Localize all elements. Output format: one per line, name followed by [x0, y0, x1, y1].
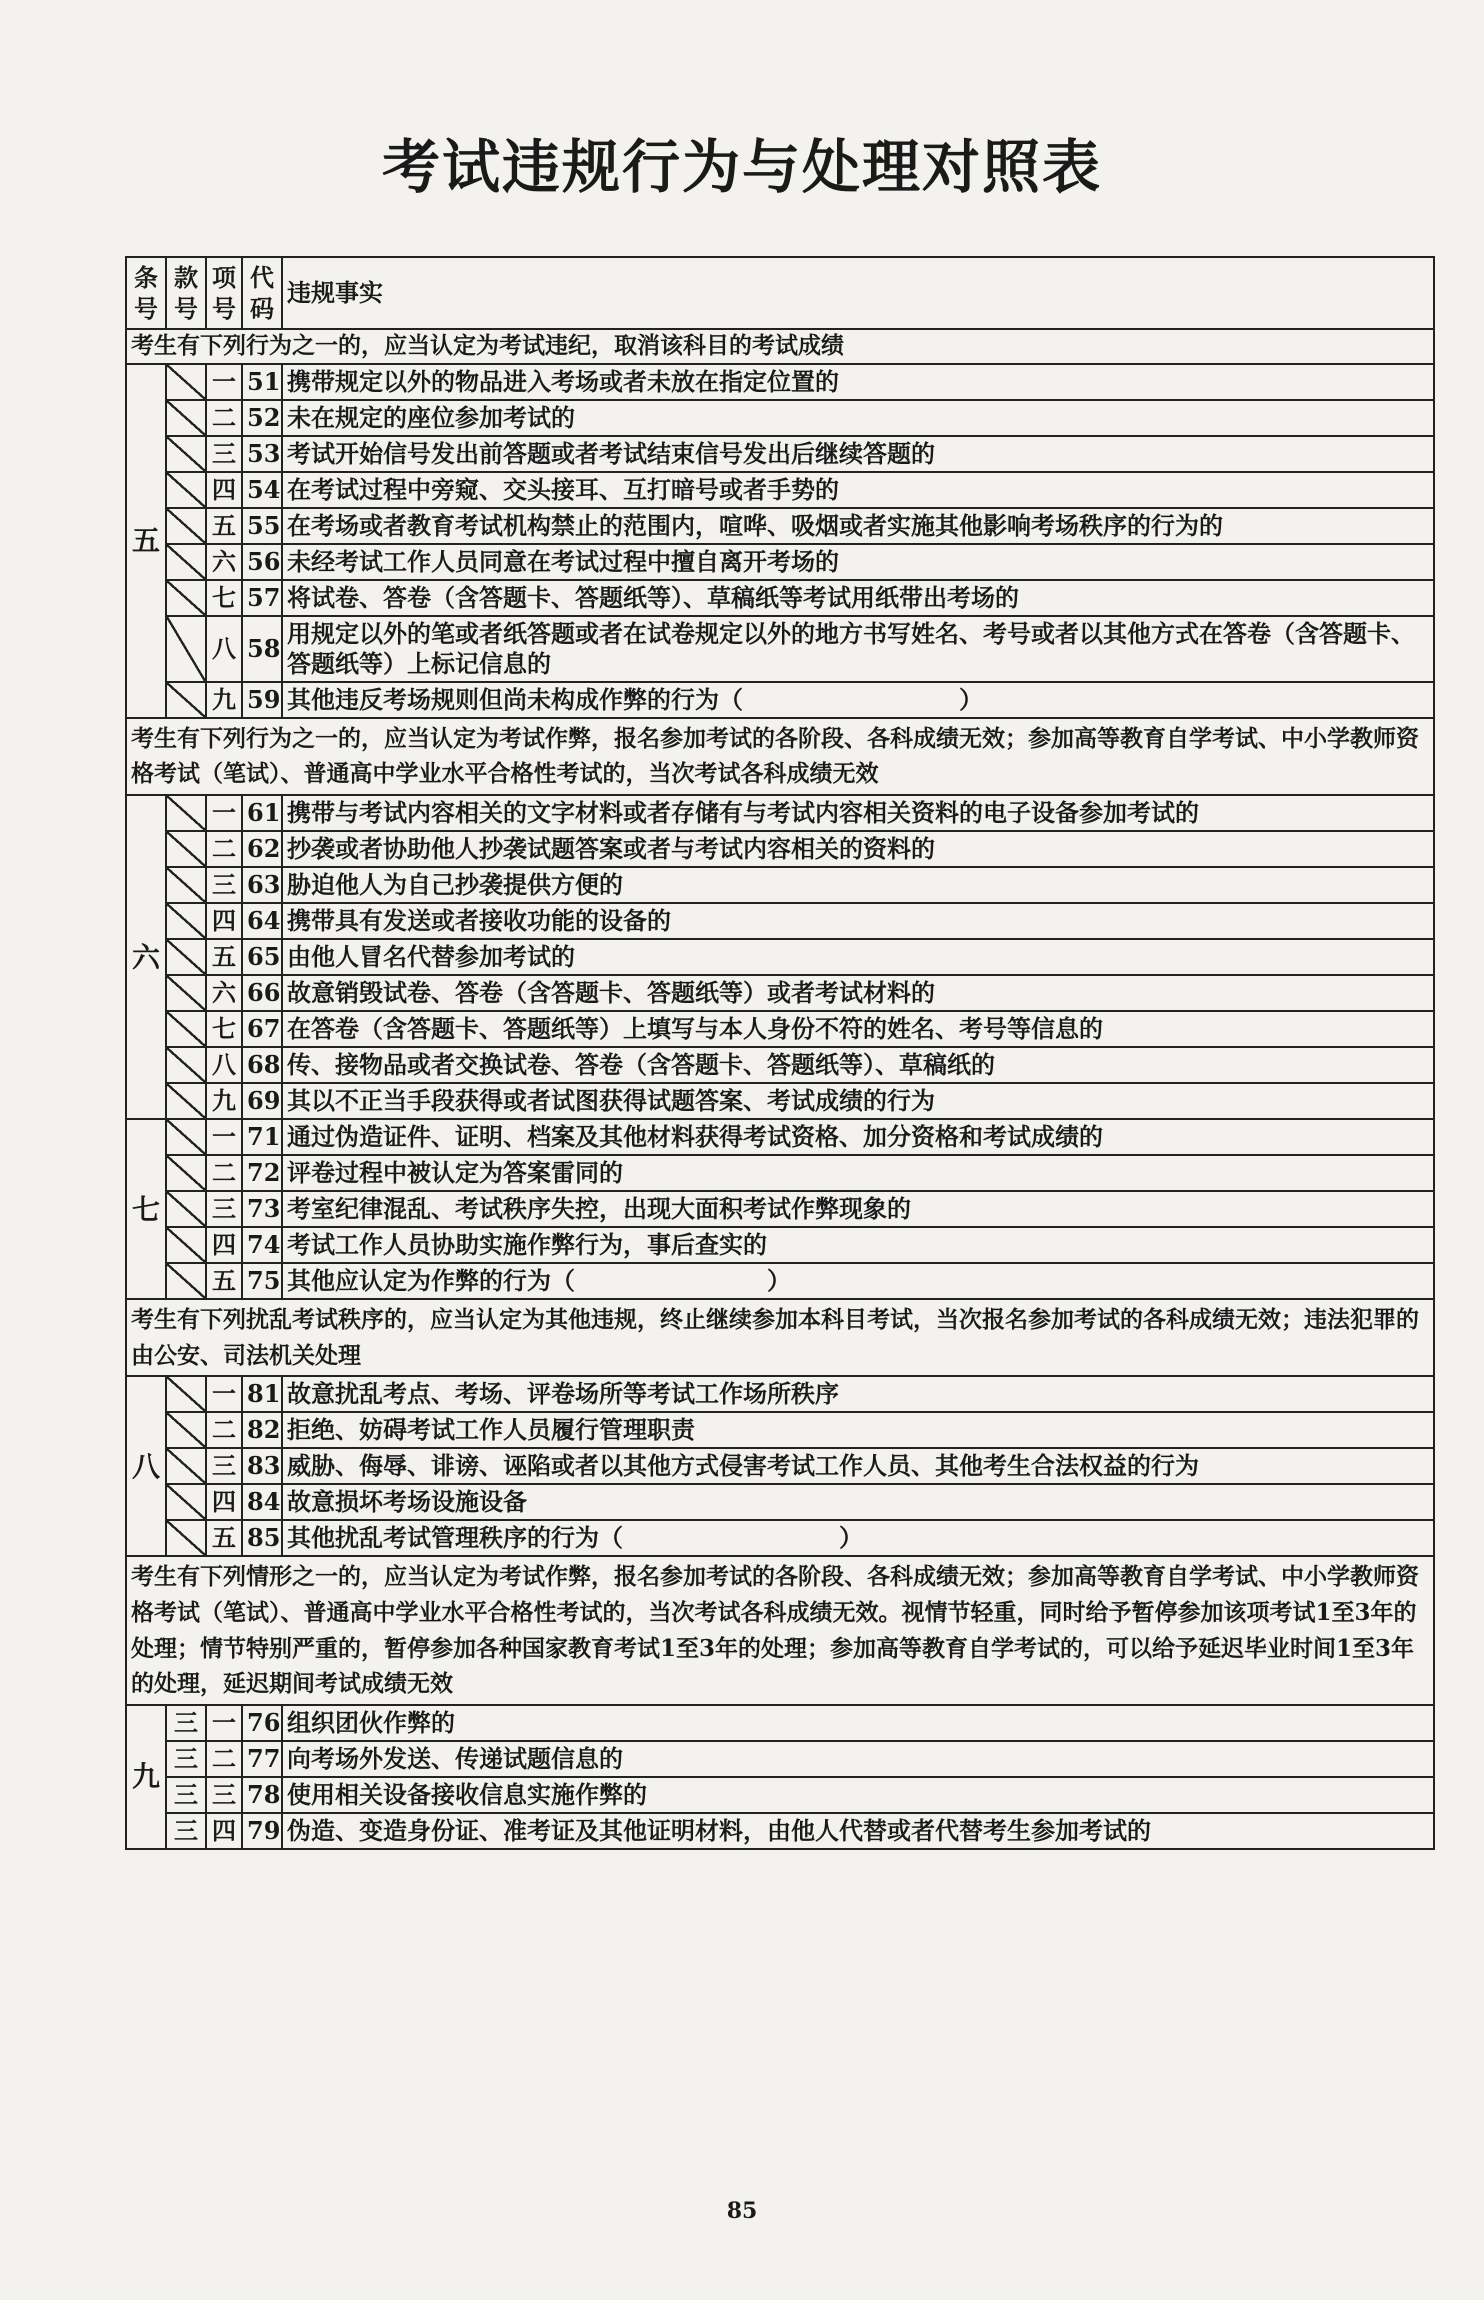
violation-code: 64	[242, 903, 282, 939]
clause-number	[166, 364, 206, 400]
clause-number	[166, 616, 206, 682]
item-number: 六	[206, 975, 242, 1011]
header-kuan: 款号	[166, 257, 206, 329]
table-row	[126, 831, 1434, 867]
violation-description: 携带规定以外的物品进入考场或者未放在指定位置的	[282, 364, 1434, 400]
violation-code: 52	[242, 400, 282, 436]
item-number: 二	[206, 1412, 242, 1448]
clause-number	[166, 1011, 206, 1047]
section-intro-row	[126, 1299, 1434, 1376]
violation-code: 67	[242, 1011, 282, 1047]
section-intro-row	[126, 718, 1434, 795]
header-xiang: 项号	[206, 257, 242, 329]
page-number: 85	[726, 2198, 758, 2224]
article-number: 七	[126, 1119, 166, 1299]
item-number: 八	[206, 616, 242, 682]
violation-code: 65	[242, 939, 282, 975]
item-number: 一	[206, 795, 242, 831]
page-title: 考试违规行为与处理对照表	[381, 133, 1102, 201]
violation-code: 69	[242, 1083, 282, 1119]
clause-number: 三	[166, 1813, 206, 1849]
section-intro: 考生有下列行为之一的，应当认定为考试作弊，报名参加考试的各阶段、各科成绩无效；参加高等教育自学考试、中小学教师资格考试（笔试）、普通高中学业水平合格性考试的，当次考试各科成绩无效	[126, 718, 1434, 795]
violation-code: 82	[242, 1412, 282, 1448]
table-row	[126, 1484, 1434, 1520]
violation-description: 将试卷、答卷（含答题卡、答题纸等）、草稿纸等考试用纸带出考场的	[282, 580, 1434, 616]
item-number: 九	[206, 1083, 242, 1119]
clause-number	[166, 1191, 206, 1227]
table-row	[126, 1777, 1434, 1813]
item-number: 四	[206, 1813, 242, 1849]
violation-description: 其以不正当手段获得或者试图获得试题答案、考试成绩的行为	[282, 1083, 1434, 1119]
clause-number: 三	[166, 1705, 206, 1741]
article-number: 九	[126, 1705, 166, 1849]
violation-code: 83	[242, 1448, 282, 1484]
violation-description: 向考场外发送、传递试题信息的	[282, 1741, 1434, 1777]
violation-code: 81	[242, 1376, 282, 1412]
violation-code: 57	[242, 580, 282, 616]
violation-description: 在考试过程中旁窥、交头接耳、互打暗号或者手势的	[282, 472, 1434, 508]
item-number: 二	[206, 1741, 242, 1777]
item-number: 二	[206, 831, 242, 867]
violation-code: 68	[242, 1047, 282, 1083]
clause-number	[166, 1263, 206, 1299]
item-number: 五	[206, 1520, 242, 1556]
violation-code: 54	[242, 472, 282, 508]
violation-description: 伪造、变造身份证、准考证及其他证明材料，由他人代替或者代替考生参加考试的	[282, 1813, 1434, 1849]
item-number: 四	[206, 472, 242, 508]
section-intro-row	[126, 1556, 1434, 1705]
violation-description: 使用相关设备接收信息实施作弊的	[282, 1777, 1434, 1813]
section-intro: 考生有下列情形之一的，应当认定为考试作弊，报名参加考试的各阶段、各科成绩无效；参加高等教育自学考试、中小学教师资格考试（笔试）、普通高中学业水平合格性考试的，当次考试各科成绩无效。视情节轻重，同时给予暂停参加该项考试1至3年的处理；情节特别严重的，暂停参加各种国家教育考试1至3年的处理；参加高等教育自学考试的，可以给予延迟毕业时间1至3年的处理，延迟期间考试成绩无效	[126, 1556, 1434, 1705]
clause-number	[166, 400, 206, 436]
clause-number	[166, 1412, 206, 1448]
table-row	[126, 867, 1434, 903]
clause-number	[166, 436, 206, 472]
item-number: 三	[206, 1191, 242, 1227]
clause-number	[166, 580, 206, 616]
violation-description: 传、接物品或者交换试卷、答卷（含答题卡、答题纸等）、草稿纸的	[282, 1047, 1434, 1083]
violation-code: 85	[242, 1520, 282, 1556]
item-number: 一	[206, 364, 242, 400]
clause-number	[166, 682, 206, 718]
item-number: 五	[206, 508, 242, 544]
violation-description: 拒绝、妨碍考试工作人员履行管理职责	[282, 1412, 1434, 1448]
violation-description: 携带具有发送或者接收功能的设备的	[282, 903, 1434, 939]
violation-description: 其他应认定为作弊的行为（ ）	[282, 1263, 1434, 1299]
clause-number	[166, 1376, 206, 1412]
violation-code: 51	[242, 364, 282, 400]
violation-code: 72	[242, 1155, 282, 1191]
table-row	[126, 400, 1434, 436]
violation-description: 故意损坏考场设施设备	[282, 1484, 1434, 1520]
section-intro: 考生有下列行为之一的，应当认定为考试违纪，取消该科目的考试成绩	[126, 329, 1434, 364]
violation-description: 在答卷（含答题卡、答题纸等）上填写与本人身份不符的姓名、考号等信息的	[282, 1011, 1434, 1047]
table-row	[126, 472, 1434, 508]
item-number: 三	[206, 436, 242, 472]
violation-description: 考室纪律混乱、考试秩序失控，出现大面积考试作弊现象的	[282, 1191, 1434, 1227]
violation-description: 考试开始信号发出前答题或者考试结束信号发出后继续答题的	[282, 436, 1434, 472]
violation-description: 其他扰乱考试管理秩序的行为（ ）	[282, 1520, 1434, 1556]
violation-description: 未经考试工作人员同意在考试过程中擅自离开考场的	[282, 544, 1434, 580]
violation-description: 其他违反考场规则但尚未构成作弊的行为（ ）	[282, 682, 1434, 718]
table-row	[126, 1047, 1434, 1083]
violation-code: 56	[242, 544, 282, 580]
clause-number	[166, 1520, 206, 1556]
clause-number	[166, 795, 206, 831]
violation-code: 55	[242, 508, 282, 544]
violation-description: 携带与考试内容相关的文字材料或者存储有与考试内容相关资料的电子设备参加考试的	[282, 795, 1434, 831]
item-number: 二	[206, 1155, 242, 1191]
clause-number: 三	[166, 1741, 206, 1777]
item-number: 一	[206, 1119, 242, 1155]
header-code: 代码	[242, 257, 282, 329]
violation-description: 故意扰乱考点、考场、评卷场所等考试工作场所秩序	[282, 1376, 1434, 1412]
violation-code: 59	[242, 682, 282, 718]
clause-number	[166, 1047, 206, 1083]
table-row	[126, 580, 1434, 616]
violation-description: 评卷过程中被认定为答案雷同的	[282, 1155, 1434, 1191]
violation-description: 用规定以外的笔或者纸答题或者在试卷规定以外的地方书写姓名、考号或者以其他方式在答卷（含答题卡、答题纸等）上标记信息的	[282, 616, 1434, 682]
table-row	[126, 975, 1434, 1011]
item-number: 六	[206, 544, 242, 580]
table-row	[126, 1083, 1434, 1119]
clause-number	[166, 1484, 206, 1520]
header-tiao: 条号	[126, 257, 166, 329]
table-header	[126, 257, 1434, 329]
table-row	[126, 1448, 1434, 1484]
clause-number	[166, 544, 206, 580]
table-row	[126, 795, 1434, 831]
article-number: 五	[126, 364, 166, 718]
table-row	[126, 436, 1434, 472]
violation-code: 61	[242, 795, 282, 831]
clause-number	[166, 472, 206, 508]
item-number: 四	[206, 903, 242, 939]
table-row	[126, 682, 1434, 718]
clause-number	[166, 975, 206, 1011]
violation-description: 威胁、侮辱、诽谤、诬陷或者以其他方式侵害考试工作人员、其他考生合法权益的行为	[282, 1448, 1434, 1484]
violation-description: 通过伪造证件、证明、档案及其他材料获得考试资格、加分资格和考试成绩的	[282, 1119, 1434, 1155]
clause-number	[166, 831, 206, 867]
table-row	[126, 903, 1434, 939]
item-number: 四	[206, 1484, 242, 1520]
table-row	[126, 1741, 1434, 1777]
table-row	[126, 1705, 1434, 1741]
header-desc: 违规事实	[282, 257, 1434, 329]
table-row	[126, 364, 1434, 400]
item-number: 二	[206, 400, 242, 436]
item-number: 八	[206, 1047, 242, 1083]
table-row	[126, 1011, 1434, 1047]
item-number: 五	[206, 1263, 242, 1299]
clause-number	[166, 1227, 206, 1263]
item-number: 七	[206, 1011, 242, 1047]
table-row	[126, 1376, 1434, 1412]
violation-code: 74	[242, 1227, 282, 1263]
clause-number	[166, 1155, 206, 1191]
violation-code: 58	[242, 616, 282, 682]
table-row	[126, 508, 1434, 544]
item-number: 三	[206, 1777, 242, 1813]
clause-number	[166, 903, 206, 939]
violation-code: 78	[242, 1777, 282, 1813]
violations-table	[125, 256, 1435, 1850]
clause-number	[166, 939, 206, 975]
item-number: 四	[206, 1227, 242, 1263]
violation-description: 由他人冒名代替参加考试的	[282, 939, 1434, 975]
violation-description: 故意销毁试卷、答卷（含答题卡、答题纸等）或者考试材料的	[282, 975, 1434, 1011]
violation-code: 73	[242, 1191, 282, 1227]
violation-code: 63	[242, 867, 282, 903]
item-number: 三	[206, 1448, 242, 1484]
item-number: 一	[206, 1376, 242, 1412]
table-row	[126, 544, 1434, 580]
article-number: 六	[126, 795, 166, 1119]
violation-code: 84	[242, 1484, 282, 1520]
table-row	[126, 939, 1434, 975]
violation-code: 66	[242, 975, 282, 1011]
violation-description: 抄袭或者协助他人抄袭试题答案或者与考试内容相关的资料的	[282, 831, 1434, 867]
violation-description: 胁迫他人为自己抄袭提供方便的	[282, 867, 1434, 903]
violation-code: 79	[242, 1813, 282, 1849]
item-number: 七	[206, 580, 242, 616]
violation-description: 未在规定的座位参加考试的	[282, 400, 1434, 436]
section-intro: 考生有下列扰乱考试秩序的，应当认定为其他违规，终止继续参加本科目考试，当次报名参加考试的各科成绩无效；违法犯罪的由公安、司法机关处理	[126, 1299, 1434, 1376]
clause-number: 三	[166, 1777, 206, 1813]
clause-number	[166, 867, 206, 903]
table-row	[126, 1119, 1434, 1155]
item-number: 九	[206, 682, 242, 718]
table-row	[126, 1191, 1434, 1227]
violation-description: 组织团伙作弊的	[282, 1705, 1434, 1741]
clause-number	[166, 1448, 206, 1484]
table-row	[126, 1412, 1434, 1448]
clause-number	[166, 508, 206, 544]
table-row	[126, 1520, 1434, 1556]
violation-code: 71	[242, 1119, 282, 1155]
article-number: 八	[126, 1376, 166, 1556]
violation-description: 在考场或者教育考试机构禁止的范围内，喧哗、吸烟或者实施其他影响考场秩序的行为的	[282, 508, 1434, 544]
item-number: 一	[206, 1705, 242, 1741]
violation-code: 77	[242, 1741, 282, 1777]
clause-number	[166, 1119, 206, 1155]
table-row	[126, 1227, 1434, 1263]
violation-code: 62	[242, 831, 282, 867]
table-row	[126, 616, 1434, 682]
violation-code: 76	[242, 1705, 282, 1741]
item-number: 三	[206, 867, 242, 903]
violation-code: 53	[242, 436, 282, 472]
clause-number	[166, 1083, 206, 1119]
item-number: 五	[206, 939, 242, 975]
table-row	[126, 1813, 1434, 1849]
violation-description: 考试工作人员协助实施作弊行为，事后查实的	[282, 1227, 1434, 1263]
violation-code: 75	[242, 1263, 282, 1299]
table-row	[126, 1155, 1434, 1191]
table-row	[126, 1263, 1434, 1299]
section-intro-row	[126, 329, 1434, 364]
